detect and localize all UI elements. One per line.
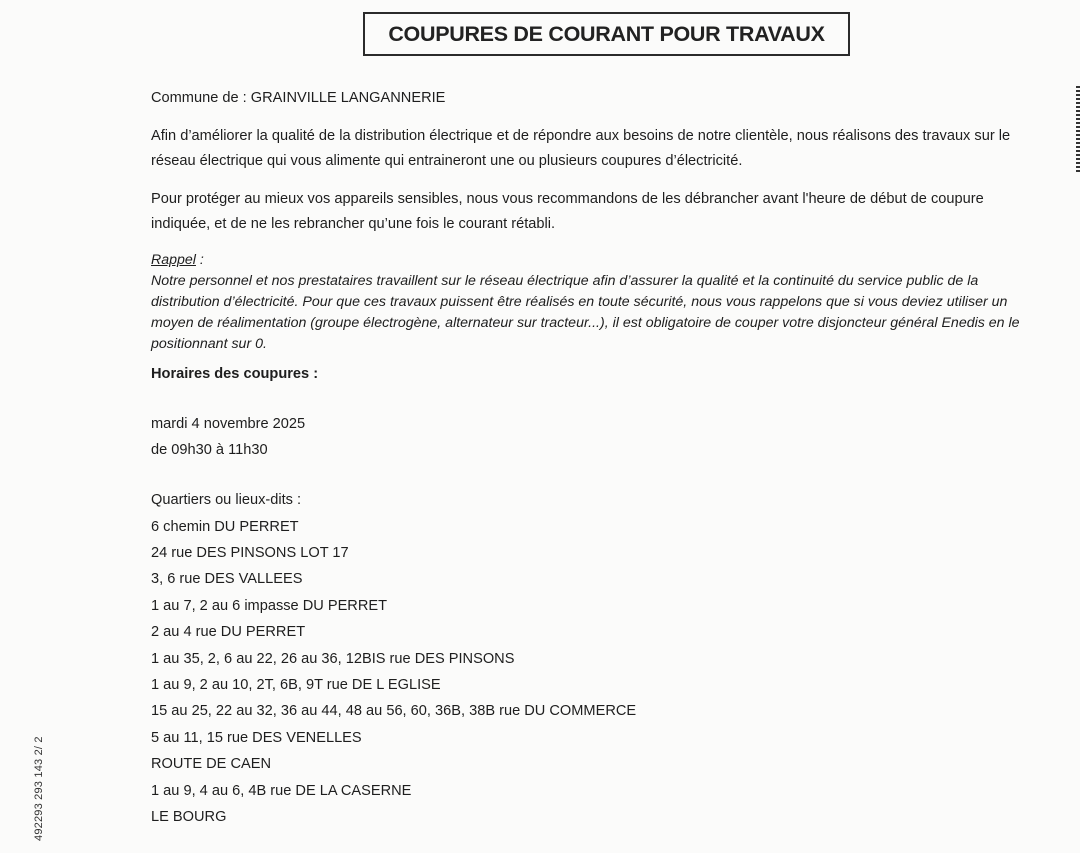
rappel-text: Notre personnel et nos prestataires travaillent sur le réseau électrique afin d’assurer la qualité et la continuité du service public de la distribution d’électricité. Pour que ces travaux puissent être réalisés en toute sécurité, nous vous rappelons que si vous deviez utiliser un moyen de réalimentation (groupe électrogène, alternateur sur tracteur...), il est obligatoire de couper votre disjoncteur général Enedis en le positionnant sur 0.: [151, 272, 1020, 352]
document-title-box: [363, 12, 850, 56]
margin-scan-mark: [1076, 86, 1080, 174]
document-body: [151, 86, 1036, 830]
lieux-heading: Quartiers ou lieux-dits :: [151, 492, 302, 508]
document-title: COUPURES DE COURANT POUR TRAVAUX: [388, 21, 825, 46]
commune-line: Commune de : GRAINVILLE LANGANNERIE: [151, 90, 446, 106]
spacer: [151, 387, 1036, 412]
list-item: 1 au 9, 2 au 10, 2T, 6B, 9T rue DE L EGLISE: [151, 676, 441, 693]
intro-paragraph: Afin d’améliorer la qualité de la distribution électrique et de répondre aux besoins de notre clientèle, nous réalisons des travaux sur le réseau électrique qui vous alimente qui entraineront une ou plusieurs coupures d’électricité.: [151, 127, 1011, 169]
list-item: 2 au 4 rue DU PERRET: [151, 624, 306, 641]
list-item: 1 au 7, 2 au 6 impasse DU PERRET: [151, 597, 388, 614]
list-item: 1 au 35, 2, 6 au 22, 26 au 36, 12BIS rue DES PINSONS: [151, 650, 515, 667]
list-item: 3, 6 rue DES VALLEES: [151, 571, 303, 588]
rappel-label-suffix: :: [195, 251, 204, 268]
list-item: 6 chemin DU PERRET: [151, 518, 299, 535]
list-item: 1 au 9, 4 au 6, 4B rue DE LA CASERNE: [151, 782, 412, 799]
list-item: 5 au 11, 15 rue DES VENELLES: [151, 729, 362, 746]
horaires-heading: Horaires des coupures :: [151, 365, 319, 382]
outage-date: mardi 4 novembre 2025: [151, 416, 306, 432]
list-item: LE BOURG: [151, 808, 227, 825]
advice-paragraph: Pour protéger au mieux vos appareils sensibles, nous vous recommandons de les débrancher avant l'heure de début de coupure indiquée, et de ne les rebrancher qu’une fois le courant rétabli.: [151, 190, 984, 232]
spacer: [151, 463, 1036, 488]
outage-time: de 09h30 à 11h30: [151, 441, 268, 458]
rappel-label: Rappel: [151, 251, 196, 268]
list-item: 15 au 25, 22 au 32, 36 au 44, 48 au 56, 60, 36B, 38B rue DU COMMERCE: [151, 703, 637, 720]
side-reference-number: 492293 293 143 2/ 2: [33, 736, 45, 841]
rappel-block: [151, 250, 1036, 355]
lieux-list: [151, 514, 1036, 831]
list-item: ROUTE DE CAEN: [151, 756, 272, 773]
list-item: 24 rue DES PINSONS LOT 17: [151, 544, 349, 561]
